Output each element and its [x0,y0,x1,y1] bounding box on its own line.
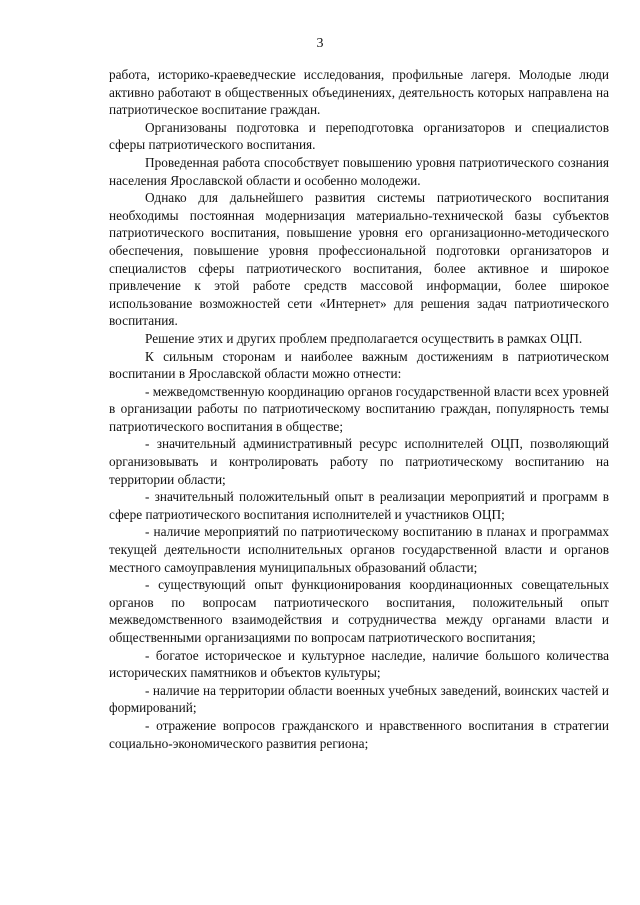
list-item: - межведомственную координацию органов государственной власти всех уровней в организации работы по патриотическому воспитанию граждан, популярность темы патриотического воспитания в обществе; [109,383,609,434]
list-item: - наличие мероприятий по патриотическому воспитанию в планах и программах текущей деятельности исполнительных органов государственной власти и органов местного самоуправления муниципальных образований области; [109,524,609,575]
list-item: - богатое историческое и культурное наследие, наличие большого количества исторических памятников и объектов культуры; [109,647,609,681]
paragraph: К сильным сторонам и наиболее важным достижениям в патриотическом воспитании в Ярославской области можно отнести: [109,348,609,382]
list-item: - значительный положительный опыт в реализации мероприятий и программ в сфере патриотического воспитания исполнителей и участников ОЦП; [109,489,609,522]
paragraph: Проведенная работа способствует повышению уровня патриотического сознания населения Ярославской области и особенно молодежи. [109,154,609,188]
paragraph: работа, историко-краеведческие исследования, профильные лагеря. Молодые люди активно работают в общественных объединениях, деятельность которых направлена на патриотическое воспитание граждан. [109,67,609,118]
document-body [109,66,609,752]
list-item: - наличие на территории области военных учебных заведений, воинских частей и формирований; [109,682,609,716]
paragraph: Однако для дальнейшего развития системы патриотического воспитания необходимы постоянная модернизация материально-технической базы субъектов патриотического воспитания, повышение уровня его организационно-методического обеспечения, повышение уровня профессиональной подготовки организаторов и специалистов сферы патриотического воспитания, более активное и широкое привлечение к этой работе средств массовой информации, более широкое использование возможностей сети «Интернет» для решения задач патриотического воспитания. [109,190,609,329]
list-item: - отражение вопросов гражданского и нравственного воспитания в стратегии социально-экономического развития региона; [109,717,609,751]
list-item: - существующий опыт функционирования координационных совещательных органов по вопросам патриотического воспитания, положительный опыт межведомственного взаимодействия и сотрудничества между органами власти и общественными организациями по вопросам патриотического воспитания; [109,577,609,645]
list-item: - значительный административный ресурс исполнителей ОЦП, позволяющий организовывать и контролировать работу по патриотическому воспитанию на территории области; [109,436,609,487]
page-number: 3 [316,36,324,51]
paragraph: Решение этих и других проблем предполагается осуществить в рамках ОЦП. [145,330,583,346]
paragraph: Организованы подготовка и переподготовка организаторов и специалистов сферы патриотического воспитания. [109,119,609,153]
